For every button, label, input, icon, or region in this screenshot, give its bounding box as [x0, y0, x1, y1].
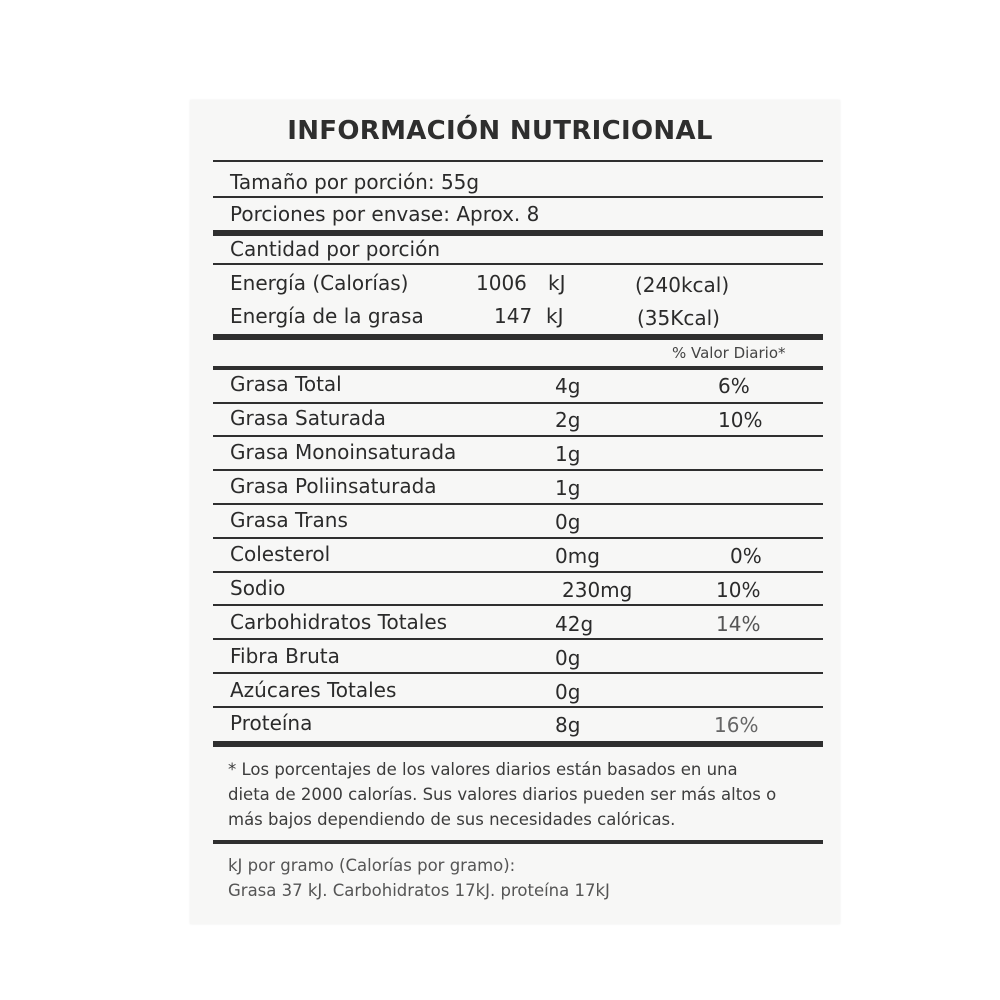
serving-size: Tamaño por porción: 55g — [230, 170, 480, 194]
nutrient-name: Azúcares Totales — [230, 678, 397, 702]
divider — [213, 263, 823, 265]
nutrient-daily-value: 16% — [714, 713, 759, 737]
nutrient-amount: 4g — [555, 374, 581, 398]
conversion-line: Grasa 37 kJ. Carbohidratos 17kJ. proteína 17kJ — [228, 881, 610, 900]
nutrient-name: Grasa Trans — [230, 508, 348, 532]
nutrient-amount: 0mg — [555, 544, 600, 568]
thick-divider — [213, 334, 823, 340]
nutrient-name: Grasa Monoinsaturada — [230, 440, 457, 464]
thick-divider — [213, 230, 823, 236]
energy-label: Energía (Calorías) — [230, 271, 409, 295]
nutrient-name: Colesterol — [230, 542, 331, 566]
divider — [213, 196, 823, 198]
daily-value-header: % Valor Diario* — [672, 344, 786, 362]
nutrient-daily-value: 6% — [718, 374, 750, 398]
row-divider — [213, 571, 823, 573]
divider — [213, 840, 823, 844]
row-divider — [213, 435, 823, 437]
divider — [213, 160, 823, 162]
nutrient-daily-value: 10% — [718, 408, 763, 432]
nutrient-name: Proteína — [230, 711, 313, 735]
nutrient-name: Fibra Bruta — [230, 644, 340, 668]
energy-unit: kJ — [548, 271, 566, 295]
row-divider — [213, 672, 823, 674]
nutrient-name: Carbohidratos Totales — [230, 610, 448, 634]
row-divider — [213, 402, 823, 404]
energy-fat-label: Energía de la grasa — [230, 304, 424, 328]
nutrient-daily-value: 14% — [716, 612, 761, 636]
nutrient-amount: 42g — [555, 612, 594, 636]
amount-per-serving: Cantidad por porción — [230, 237, 440, 261]
nutrient-daily-value: 10% — [716, 578, 761, 602]
nutrient-name: Grasa Poliinsaturada — [230, 474, 437, 498]
nutrient-amount: 0g — [555, 680, 581, 704]
energy-kj-value: 1006 — [476, 271, 527, 295]
nutrient-daily-value: 0% — [730, 544, 762, 568]
energy-fat-unit: kJ — [546, 304, 564, 328]
footnote-line: más bajos dependiendo de sus necesidades calóricas. — [228, 810, 676, 829]
row-divider — [213, 537, 823, 539]
footnote-line: dieta de 2000 calorías. Sus valores diarios pueden ser más altos o — [228, 785, 777, 804]
nutrient-name: Grasa Saturada — [230, 406, 386, 430]
nutrient-amount: 2g — [555, 408, 581, 432]
nutrient-amount: 0g — [555, 510, 581, 534]
conversion-line: kJ por gramo (Calorías por gramo): — [228, 856, 516, 875]
nutrient-name: Grasa Total — [230, 372, 342, 396]
row-divider — [213, 469, 823, 471]
energy-kcal: (240kcal) — [635, 273, 730, 297]
thick-divider — [213, 741, 823, 747]
nutrient-name: Sodio — [230, 576, 286, 600]
row-divider — [213, 503, 823, 505]
nutrient-amount: 1g — [555, 476, 581, 500]
servings-per-container: Porciones por envase: Aprox. 8 — [230, 202, 540, 226]
label-title: INFORMACIÓN NUTRICIONAL — [287, 116, 713, 146]
energy-fat-kj-value: 147 — [494, 304, 533, 328]
divider — [213, 366, 823, 370]
row-divider — [213, 706, 823, 708]
nutrient-amount: 8g — [555, 713, 581, 737]
energy-fat-kcal: (35Kcal) — [637, 306, 720, 330]
nutrient-amount: 1g — [555, 442, 581, 466]
footnote-line: * Los porcentajes de los valores diarios están basados en una — [228, 760, 738, 779]
row-divider — [213, 604, 823, 606]
row-divider — [213, 638, 823, 640]
nutrient-amount: 0g — [555, 646, 581, 670]
nutrient-amount: 230mg — [562, 578, 633, 602]
